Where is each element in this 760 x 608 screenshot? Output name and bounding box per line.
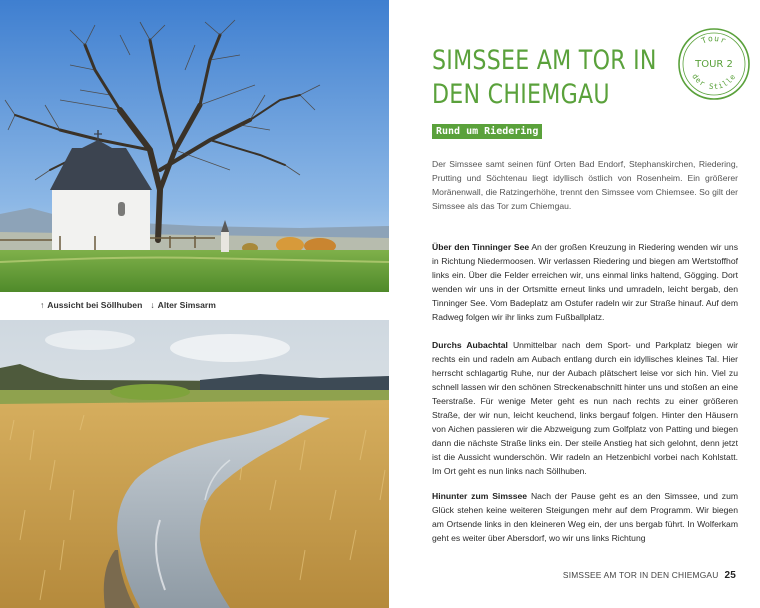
arrow-up-icon: ↑ xyxy=(40,300,45,310)
section-heading: Hinunter zum Simssee xyxy=(432,491,528,501)
page-number: 25 xyxy=(724,570,736,581)
title-line-1: SIMSSEE AM TOR IN xyxy=(432,45,657,76)
svg-text:Tour xyxy=(700,34,728,46)
reed-stream-image xyxy=(0,320,389,608)
title-line-2: DEN CHIEMGAU xyxy=(432,79,610,110)
stamp-bottom-text: der Stille xyxy=(690,72,738,92)
photo-reed-stream xyxy=(0,320,389,608)
photo-chapel-tree xyxy=(0,0,389,292)
section-body: Nach der Pause geht es an den Simssee, und zum Glück stehen keine weiteren Steigungen mehr auf dem Programm. Wir biegen am Ortsende links in den kleineren Weg ein, der uns bergab führt. In Wolferkam geht es weiter über Abersdorf, wo wir uns links Richtung xyxy=(432,491,739,543)
stamp-top-text: Tour xyxy=(700,33,728,46)
caption-bottom-text: Alter Simsarm xyxy=(157,300,216,310)
section-body: Unmittelbar nach dem Sport- und Parkplatz biegen wir rechts ein und radeln am Aubach entlang durch ein idyllisches kleines Tal. Hier herrscht schlagartig Ruhe, nur der Aubach plätschert leise vor sich hin. Viel zu schnell lassen wir den schönen Streckenabschnitt hinter uns und stoßen an eine Teerstraße. Für wenige Meter geht es nun nach rechts zu einer größeren Straße, der wir nun, leicht keuchend, links bergauf folgen. Hinter den Häusern von Aichen passieren wir die Abzweigung zum Golfplatz von Patting und biegen dann die nächste Straße links ein. Der steile Anstieg hat sich gelohnt, denn jetzt ist die Aussicht wunderschön. Wir radeln an Hetzenbichl vorbei nach Kohlstatt. Im Ort geht es nun links nach Söllhuben. xyxy=(432,340,738,476)
caption-top-text: Aussicht bei Söllhuben xyxy=(47,300,143,310)
section-body: An der großen Kreuzung in Riedering wenden wir uns in Richtung Niedermoosen. Wir verlassen Riedering und biegen am Wertstoffhof links ein. Über die Felder erreichen wir, uns einmal links haltend, Gögging. Dort wenden wir uns in der Ortsmitte erneut links und umradeln, leicht bergab, den Tinninger See. Vom Badeplatz am Ostufer radeln wir zur Straße hinauf. Auf dem Radweg folgen wir ihr links zum Fußballplatz. xyxy=(432,242,738,322)
section-paragraph xyxy=(432,489,738,545)
section-paragraph xyxy=(432,338,738,478)
running-title: SIMSSEE AM TOR IN DEN CHIEMGAU xyxy=(562,570,719,580)
page-title xyxy=(432,44,657,112)
stamp-badge-icon xyxy=(677,27,751,101)
section-heading: Über den Tinninger See xyxy=(432,242,530,252)
arrow-down-icon: ↓ xyxy=(150,300,155,310)
photo-caption xyxy=(40,300,216,310)
section-paragraph xyxy=(432,240,738,324)
tour-stamp xyxy=(677,27,751,101)
stamp-center-text: TOUR 2 xyxy=(695,59,733,70)
subtitle-label: Rund um Riedering xyxy=(432,124,542,139)
svg-text:der Stille xyxy=(690,72,737,91)
section-heading: Durchs Aubachtal xyxy=(432,340,508,350)
page-footer xyxy=(563,570,736,581)
intro-paragraph: Der Simssee samt seinen fünf Orten Bad Endorf, Stephanskirchen, Riedering, Prutting und Söchtenau liegt idyllisch östlich von Rosenheim. Ein größerer Moränenwall, die Ratzingerhöhe, trennt den Simssee vom Chiemsee. So gilt der Simssee als das Tor zum Chiemgau. xyxy=(432,159,738,211)
chapel-tree-image xyxy=(0,0,389,292)
